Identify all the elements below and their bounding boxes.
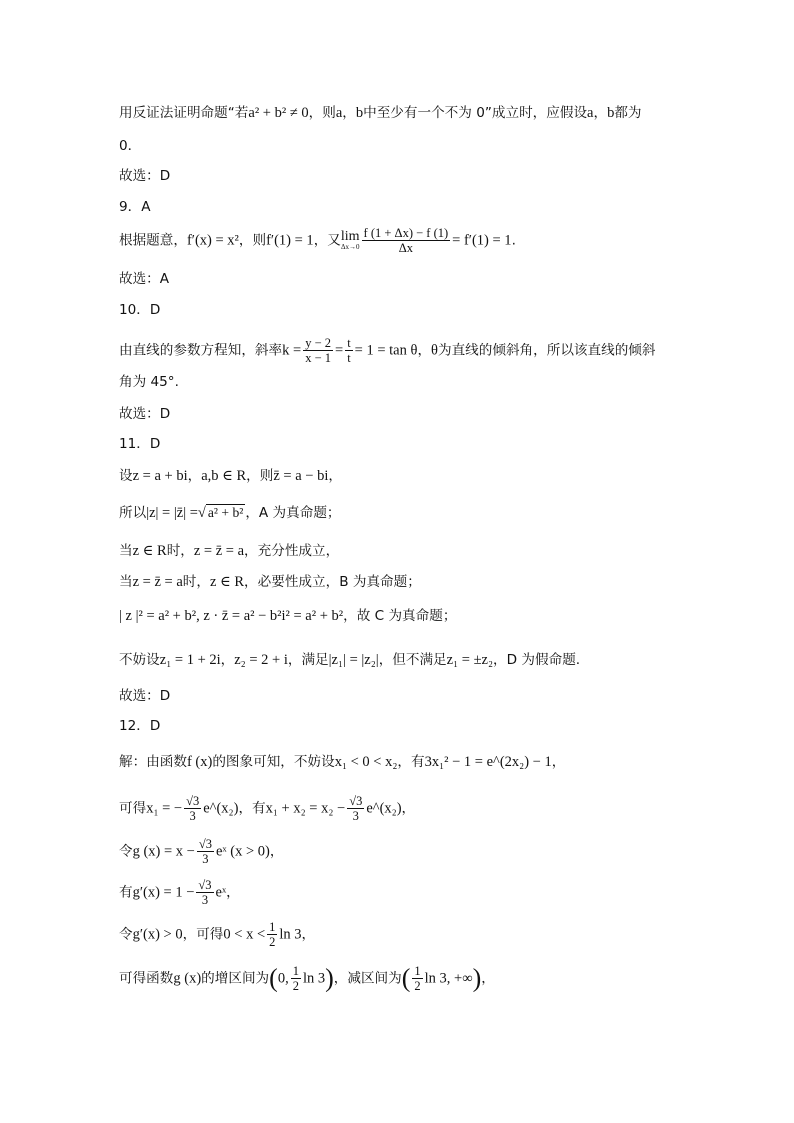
text: ，又 <box>313 232 341 249</box>
text-line-25 <box>119 964 689 993</box>
text: ， <box>401 800 416 817</box>
text: ，则 <box>238 232 267 249</box>
text: 当 <box>119 543 133 559</box>
denominator: 3 <box>352 809 359 823</box>
math-expression: = 1 = tan θ <box>354 342 418 359</box>
fraction <box>412 964 422 993</box>
text-line-2: 0． <box>119 138 142 154</box>
math-expression: eˣ <box>215 884 227 901</box>
denominator: 2 <box>292 979 299 993</box>
fraction <box>291 964 301 993</box>
text: 用反证法证明命题“若 <box>119 105 249 121</box>
math-expression: eˣ (x > 0) <box>215 843 270 860</box>
numerator: 1 <box>414 964 421 978</box>
math-expression: = f′(1) = 1 <box>452 232 512 249</box>
text: 可得 <box>119 800 147 817</box>
question-number: 12．D <box>119 718 161 734</box>
math-expression: z = z̄ = a <box>193 543 245 559</box>
answer-line: 故选：D <box>119 688 171 704</box>
numerator: √3 <box>198 837 212 851</box>
math-expression: f′(1) = 1 <box>266 232 314 249</box>
left-paren: ( <box>401 963 411 993</box>
math-expression: g′(x) = 1 − <box>132 884 195 901</box>
math-expression: 0 < x < <box>223 926 266 943</box>
math-expression: g (x) <box>173 970 202 987</box>
denominator: Δx <box>398 241 413 255</box>
math-expression: a² + b² ≠ 0 <box>248 105 309 121</box>
text-line-21 <box>119 794 689 823</box>
math-expression: 3x₁² − 1 = e^(2x₂) − 1 <box>424 754 552 770</box>
text-line-20 <box>119 752 689 772</box>
math-expression: g (x) = x − <box>132 843 195 860</box>
math-expression: z₂ = 2 + i <box>234 652 288 668</box>
math-expression: ln 3 <box>279 926 302 943</box>
math-expression: |z₁| = |z₂| <box>328 652 379 668</box>
math-expression: k = <box>282 342 302 359</box>
text-line-9: 角为 45°. <box>119 374 179 390</box>
math-expression: e^(x₂) <box>366 800 402 817</box>
text: 的增区间为 <box>201 970 270 987</box>
interval-end: ln 3 <box>302 970 326 987</box>
text: 时， <box>166 543 194 559</box>
text-line-8 <box>119 336 689 365</box>
text: ， <box>269 843 284 860</box>
text-line-22 <box>119 837 689 866</box>
text-line-17 <box>119 650 689 670</box>
lim-label: lim <box>340 228 360 244</box>
math-expression: f (x) <box>186 754 213 770</box>
left-paren: ( <box>269 963 278 993</box>
text: ， <box>593 105 608 121</box>
text: ， <box>551 754 566 770</box>
text: ，减区间为 <box>333 970 402 987</box>
text: ，可得 <box>182 926 224 943</box>
text: . <box>511 232 516 249</box>
math-expression: x₁ < 0 < x₂ <box>334 754 398 770</box>
answer-line: 故选：A <box>119 271 170 287</box>
text: 令 <box>119 926 133 943</box>
interval-end: ln 3, +∞ <box>424 970 473 987</box>
numerator: y − 2 <box>305 336 331 350</box>
text: 解：由函数 <box>119 754 187 770</box>
math-expression: z ∈ R <box>209 574 245 590</box>
text: 根据题意， <box>119 232 187 249</box>
text-line-1 <box>119 103 689 123</box>
text-line-23 <box>119 878 689 907</box>
text-line-14 <box>119 541 689 561</box>
radicand: a² + b² <box>207 505 244 520</box>
text-line-13 <box>119 503 689 523</box>
math-var: b <box>607 105 615 121</box>
text-line-16 <box>119 606 689 626</box>
question-number: 11．D <box>119 436 161 452</box>
text: 的图象可知，不妨设 <box>212 754 335 770</box>
interval-start: 0, <box>277 970 289 987</box>
text: ，有 <box>238 800 266 817</box>
text: 为直线的倾斜角，所以该直线的倾斜 <box>437 342 656 359</box>
numerator: √3 <box>186 794 200 808</box>
fraction <box>303 336 333 365</box>
text: 所以 <box>119 505 147 521</box>
text: 时， <box>182 574 210 590</box>
math-var: a <box>335 105 343 121</box>
text: ，满足 <box>287 652 329 668</box>
math-expression: | z |² = a² + b², z · z̄ = a² − b²i² = a² + b² <box>119 608 344 624</box>
text: ， <box>328 468 342 484</box>
text-line-24 <box>119 920 689 949</box>
math-expression: = <box>335 342 344 359</box>
text: ， <box>226 884 240 901</box>
fraction <box>267 920 277 949</box>
math-expression: x₁ = − <box>146 800 183 817</box>
text: ，充分性成立， <box>244 543 340 559</box>
text: ， <box>342 105 356 121</box>
denominator: x − 1 <box>305 351 331 365</box>
math-expression: z = z̄ = a <box>132 574 183 590</box>
question-number: 10．D <box>119 302 161 318</box>
math-expression: f′(x) = x² <box>186 232 239 249</box>
text-line-12 <box>119 466 689 486</box>
denominator: t <box>347 351 351 365</box>
math-var: θ <box>431 342 438 359</box>
answer-line: 故选：D <box>119 406 171 422</box>
text: 不妨设 <box>119 652 160 668</box>
text: 设 <box>119 468 133 484</box>
math-var: b <box>355 105 364 121</box>
math-expression: a,b ∈ R <box>201 468 247 484</box>
text: ，有 <box>397 754 425 770</box>
question-number: 9．A <box>119 199 151 215</box>
limit-operator <box>340 228 360 251</box>
text: ， <box>220 652 235 668</box>
text: ，故 C 为真命题； <box>343 608 457 624</box>
text: ，D 为假命题. <box>493 652 581 668</box>
math-expression: z₁ = 1 + 2i <box>159 652 221 668</box>
denominator: 3 <box>201 893 209 907</box>
text-line-5 <box>119 226 689 255</box>
answer-line: 故选：D <box>119 168 171 184</box>
text: ，但不满足 <box>378 652 447 668</box>
numerator: √3 <box>349 794 363 808</box>
text: ， <box>301 926 316 943</box>
fraction <box>347 794 364 823</box>
text: ， <box>481 970 495 987</box>
text: ，必要性成立，B 为真命题； <box>244 574 421 590</box>
math-var: a <box>587 105 594 121</box>
math-expression: g′(x) > 0 <box>132 926 183 943</box>
math-expression: z̄ = a − bi <box>273 468 329 484</box>
right-paren: ) <box>325 963 334 993</box>
text: ， <box>187 468 202 484</box>
text: 都为 <box>614 105 642 121</box>
denominator: 2 <box>269 935 276 949</box>
text: 有 <box>119 884 133 901</box>
text: ，A 为真命题； <box>245 505 341 521</box>
text-line-15 <box>119 572 689 592</box>
text: 可得函数 <box>119 970 174 987</box>
text: ， <box>417 342 432 359</box>
numerator: 1 <box>269 920 276 934</box>
lim-subscript: Δx→0 <box>340 242 360 251</box>
right-paren: ) <box>472 963 482 993</box>
math-expression: z ∈ R <box>132 543 167 559</box>
numerator: t <box>347 336 351 350</box>
text: 令 <box>119 843 133 860</box>
math-expression: e^(x₂) <box>203 800 239 817</box>
text: 当 <box>119 574 133 590</box>
numerator: 1 <box>292 964 299 978</box>
numerator: √3 <box>198 878 212 892</box>
math-expression: z₁ = ±z₂ <box>446 652 494 668</box>
numerator: f (1 + Δx) − f (1) <box>363 226 449 240</box>
fraction <box>362 226 451 255</box>
text: ，则 <box>308 105 336 121</box>
text: 由直线的参数方程知，斜率 <box>119 342 283 359</box>
fraction <box>196 878 213 907</box>
text: ，则 <box>246 468 274 484</box>
math-expression: x₁ + x₂ = x₂ − <box>265 800 346 817</box>
fraction <box>184 794 201 823</box>
square-root: √ a² + b² <box>197 505 244 521</box>
denominator: 3 <box>189 809 196 823</box>
math-expression: |z| = |z̄| = <box>146 505 198 521</box>
fraction <box>197 837 214 866</box>
text: 中至少有一个不为 0”成立时，应假设 <box>363 105 588 121</box>
fraction <box>345 336 352 365</box>
denominator: 2 <box>414 979 421 993</box>
denominator: 3 <box>202 852 209 866</box>
math-expression: z = a + bi <box>132 468 188 484</box>
